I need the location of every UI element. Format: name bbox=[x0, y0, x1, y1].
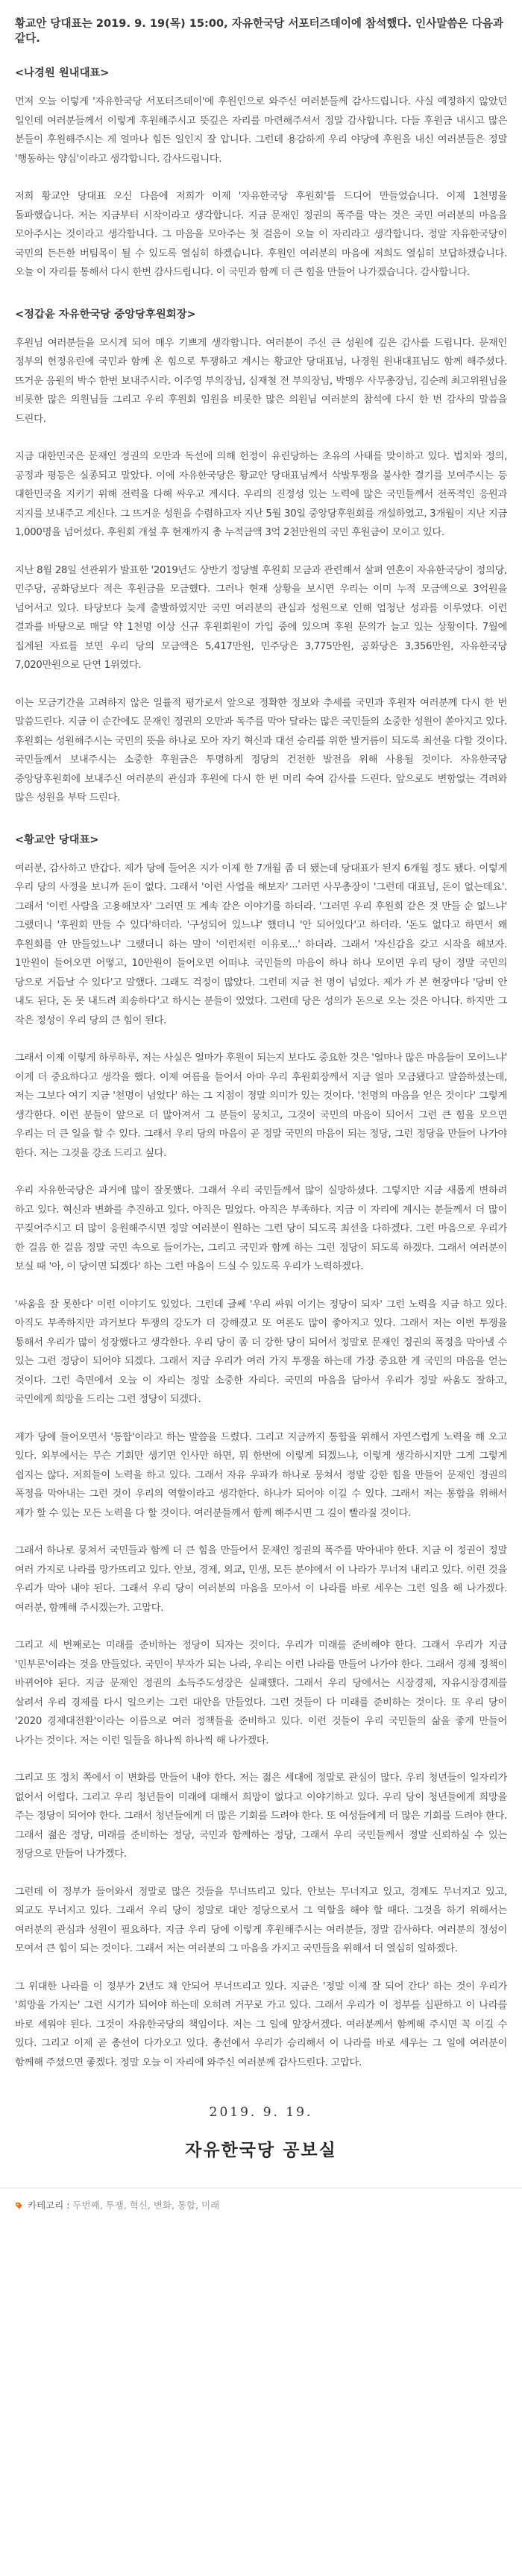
issuing-office: 자유한국당 공보실 bbox=[185, 2141, 337, 2160]
section-title: <황교안 당대표> bbox=[15, 833, 99, 846]
paragraph: 이는 모금기간을 고려하지 않은 일률적 평가로서 앞으로 정확한 정보와 추세를 국민과 후원자 여러분께 다시 한 번 말씀드린다. 지금 이 순간에도 문재인 정권의 오만과 독주를 막아 달라는 많은 국민들의 소중한 성원이 쏟아지고 있다. 후원회는 성원해주시는 국민의 뜻을 하나로 모아 자기 혁신과 대선 승리를 위한 발거름이 되도록 최선을 다할 것이다. 국민들께서 보내주시는 소중한 후원금은 투명하게 정당의 건전한 발전을 위해 사용될 것이다. 자유한국당 중앙당후원회에 보내주신 여러분의 관심과 후원에 다시 한 번 머리 숙여 감사를 드린다. 앞으로도 변함없는 격려와 많은 성원을 부탁 드린다. bbox=[15, 697, 507, 804]
paragraph: 후원님 여러분들을 모시게 되어 매우 기쁘게 생각합니다. 여러분이 주신 큰 성원에 깊은 감사를 드립니다. 문재인 정부의 헌정유린에 국민과 함께 온 힘으로 투쟁하고 계시는 황교안 당대표님, 나경원 원내대표님도 함께 해주셨다. 뜨거운 응원의 박수 한번 보내주시라. 이주영 부의장님, 심재철 전 부의장님, 박맹우 사무총장님, 김순례 최고위원님을 비롯한 많은 의원님들 그리고 우리 후원회 임원을 비롯한 많은 의원님 여러분의 참석에 다시 한 번 감사의 말씀을 드린다. bbox=[15, 337, 507, 425]
paragraph: 여러분, 감사하고 반갑다. 제가 당에 들어온 지가 이제 한 7개월 좀 더 됐는데 당대표가 된지 6개월 정도 됐다. 이렇게 우리 당의 사정을 보니까 돈이 없다. 그래서 '이런 사업을 해보자' 그러면 사무총장이 '그런데 대표님, 돈이 없는데요'. 그래서 '이런 사람을 고용해보자' 그러면 또 계속 같은 이야기를 하더라. '그러면 우리 후원회 같은 것 만들 순 없느냐' 그랬더니 '후원회 만들 수 있다'하더라. '구성되어 있느냐' 했더니 '안 되어있다'고 하더라. '돈도 없다고 하면서 왜 후원회를 안 만들었느냐' 그랬더니 하는 말이 '이런저런 이유로...' 하더라. 그래서 '자신감을 갖고 시작을 해보자. 1만원이 들어오면 어떻고, 10만원이 들어오면 어떠냐. 국민들의 마음이 하나 하나 모이면 우리 당이 정말 국민의 당으로 거듭날 수 있다'고 말했다. 그래도 걱정이 많았다. 그런데 지금 천 명이 넘었다. 제가 가 본 현장마다 '당비 안 내도 된다, 돈 못 내드려 죄송하다'고 하시는 분들이 있었다. 그런데 당은 성의가 돈으로 오는 것은 아니다. 하지만 그 작은 정성이 우리 당의 큰 힘이 된다. bbox=[15, 862, 507, 1026]
section-title: <나경원 원내대표> bbox=[15, 67, 110, 79]
paragraph: 우리 자유한국당은 과거에 많이 잘못했다. 그래서 우리 국민들께서 많이 실망하셨다. 그렇지만 지금 새롭게 변하려 하고 있다. 혁신과 변화를 추진하고 있다. 아직은 멀었다. 아직은 부족하다. 지금 이 자리에 계시는 분들께서 더 많이 꾸짖어주시고 더 많이 응원해주시면 정말 여러분이 원하는 그런 당이 되도록 최선을 다하겠다. 그런 마음으로 우리가 한 걸음 한 걸음 정말 국민 속으로 들어가는, 그리고 국민과 함께 하는 그런 정당이 되도록 하겠다. 그래서 여러분이 보실 때 '아, 이 당이면 되겠다' 하는 그런 마음이 드실 수 있도록 우리가 노력하겠다. bbox=[15, 1185, 507, 1272]
paragraph: 지난 8월 28일 선관위가 발표한 '2019년도 상반기 정당별 후원회 모금과 관련해서 살펴 연혼이 자유한국당이 정의당, 민주당, 공화당보다 적은 후원금을 모금했다. 그러나 현재 상황을 보시면 우리는 이미 누적 모금액으로 3억원을 넘어서고 있다. 타당보다 늦게 출발하였지만 국민 여러분의 관심과 성원으로 인해 엄청난 성과를 이루었다. 이런 결과를 바탕으로 매달 약 1천명 이상 신규 후원회원이 가입 중에 있으며 후원 문의가 늘고 있는 상황이다. 7월에 집계된 자료를 보면 우리 당의 모금액은 5,417만원, 민주당은 3,775만원, 공화당은 3,356만원, 자유한국당 7,020만원으로 단연 1위였다. bbox=[15, 564, 507, 671]
intro-line: 황교안 당대표는 2019. 9. 19(목) 15:00, 자유한국당 서포터즈데이에 참석했다. 인사말씀은 다음과 같다. bbox=[15, 17, 503, 45]
paragraph: 먼저 오늘 이렇게 '자유한국당 서포터즈데이'에 후원인으로 와주신 여러분들께 감사드립니다. 사실 예정하지 않았던 일인데 여러분들께서 이렇게 후원해주시고 뜻깊은 자리를 마련해주셔서 정말 감사합니다. 다들 후원금 내시고 많은 분들이 후원해주시는 게 얼마나 힘든 일인지 잘 압니다. 그런데 용감하게 우리 야당에 후원을 내신 여러분들은 정말 '행동하는 양심'이라고 생각합니다. 감사드립니다. bbox=[15, 96, 507, 165]
section-title: <정갑윤 자유한국당 중앙당후원회장> bbox=[15, 308, 196, 321]
section-na-kyungwon bbox=[15, 66, 507, 282]
paragraph: 그 위대한 나라를 이 정부가 2년도 채 안되어 무너뜨리고 있다. 지금은 '정말 이제 잘 되어 간다' 하는 것이 우리가 '희망을 가지는' 그런 시기가 되어야 하는데 오히려 거꾸로 가고 있다. 그래서 우리가 이 정부를 심판하고 이 나라를 바로 세워야 된다. 그것이 자유한국당의 책임이다. 저는 그 일에 앞장서겠다. 여러분께서 함께해 주시면 꼭 이길 수 있다. 그리고 이제 곧 총선이 다가오고 있다. 총선에서 우리가 승리해서 이 나라를 바로 세우는 그 일에 여러분이 함께해 주셨으면 좋겠다. 정말 오늘 이 자리에 와주신 여러분께 감사드린다. 고맙다. bbox=[15, 1980, 507, 2068]
paragraph: 그리고 세 번째로는 미래를 준비하는 정당이 되자는 것이다. 우리가 미래를 준비해야 한다. 그래서 우리가 지금 '민부론'이라는 것을 만들었다. 국민이 부자가 되는 나라, 우리는 이런 나라를 만들어 나가야 한다. 그래서 경제 정책이 바뀌어야 된다. 지금 문재인 정권의 소득주도성장은 실패했다. 그래서 우리 당에서는 시장경제, 자유시장경제를 살려서 우리 경제를 다시 일으키는 그런 대안을 만들었다. 그런 것들이 다 미래를 준비하는 것이다. 또 우리 당이 '2020 경제대전환'이라는 이름으로 여러 정책들을 준비하고 있다. 이런 것들이 우리 국민들의 삶을 좋게 만들어 나가는 것이다. 저는 이런 일들을 하나씩 하나씩 해 나가겠다. bbox=[15, 1640, 507, 1746]
category-list[interactable]: 두번째, 투쟁, 혁신, 변화, 통합, 미래 bbox=[72, 2200, 220, 2211]
paragraph: 지금 대한민국은 문재인 정권의 오만과 독선에 의해 헌정이 유린당하는 초유의 사태를 맞이하고 있다. 법치와 정의, 공정과 평등은 실종되고 말았다. 이에 자유한국당은 황교안 당대표님께서 삭발투쟁을 불사한 결기를 보여주시는 등 대한민국을 지키기 위해 전력을 다해 싸우고 계시다. 우리의 진정성 있는 노력에 많은 국민들께서 전폭적인 응원과 지지를 보내주고 계신다. 그 뜨거운 성원을 수렴하고자 지난 5월 30일 중앙당후원회를 개설하였고, 3개월이 지난 지금 1,000명을 넘어섰다. 후원회 개설 후 현재까지 총 누적금액 3억 2천만원의 국민 후원금이 모이고 있다. bbox=[15, 451, 507, 538]
paragraph: '싸움을 잘 못한다' 이런 이야기도 있었다. 그런데 글쎄 '우리 싸워 이기는 정당이 되자' 그런 노력을 지금 하고 있다. 아직도 부족하지만 과거보다 투쟁의 강도가 더 강해졌고 또 여론도 많이 좋아지고 있다. 그래서 저는 이번 투쟁을 통해서 우리가 많이 성장했다고 생각한다. 우리 당이 좀 더 강한 당이 되어서 정말로 문재인 정권의 폭정을 막아낼 수 있는 그런 정당이 되어야 되겠다. 그래서 지금 우리가 여러 가지 투쟁을 하는데 가장 중요한 게 국민의 마음을 얻는 것이다. 그런 측면에서 오늘 이 자리는 정말 소중한 자리다. 국민의 마음을 담아서 우리가 정말 싸움도 잘하고, 국민에게 희망을 드리는 그런 정당이 되겠다. bbox=[15, 1298, 507, 1405]
paragraph: 저희 황교안 당대표 오신 다음에 저희가 이제 '자유한국당 후원회'를 드디어 만들었습니다. 이제 1천명을 돌파했습니다. 저는 지금부터 시작이라고 생각합니다. 지금 문재인 정권의 폭주를 막는 것은 국민 여러분의 마음을 모아주시는 것이라고 생각합니다. 그 마음을 모아주는 첫 걸음이 오늘 이 자리라고 생각합니다. 정말 자유한국당이 국민의 든든한 버팀목이 될 수 있도록 열심히 하겠습니다. 후원인 여러분의 마음에 저희도 열심히 보답하겠습니다. 오늘 이 자리를 통해서 다시 한번 감사드립니다. 이 국민과 함께 더 큰 힘을 만들어 나가겠습니다. 감사합니다. bbox=[15, 191, 507, 278]
category-bar bbox=[15, 2188, 507, 2221]
section-jung-gapyoon bbox=[15, 307, 507, 808]
paragraph: 그런데 이 정부가 들어와서 정말로 많은 것들을 무너뜨리고 있다. 안보는 무너지고 있고, 경제도 무너지고 있고, 외교도 무너지고 있다. 그래서 우리 당이 정말로 대안 정당으로서 그 역할을 해야 할 때다. 그것을 하기 위해서는 여러분의 관심과 성원이 필요하다. 지금 우리 당에 이렇게 후원해주시는 여러분들, 정말 감사하다. 여러분의 정성이 모여서 큰 힘이 되는 것이다. 그래서 저는 여러분의 그 마음을 가지고 국민들을 위해서 더 열심히 일하겠다. bbox=[15, 1886, 507, 1954]
section-hwang-kyoahn bbox=[15, 833, 507, 2073]
paragraph: 제가 당에 들어오면서 '통합'이라고 하는 말씀을 드렸다. 그리고 지금까지 통합을 위해서 자연스럽게 노력을 해 오고 있다. 외부에서는 무슨 기회만 생기면 인사만 하면, 뭐 한번에 이렇게 되겠느냐, 이렇게 생각하시지만 그게 그렇게 쉽지는 않다. 저희들이 노력을 하고 있다. 그래서 자유 우파가 하나로 뭉쳐서 정말 강한 힘을 만들어 문재인 정권의 폭정을 막아내는 그런 것이 우리의 역할이라고 생각한다. 하나가 되어야 이길 수 있다. 그래서 저는 통합을 위해서 제가 할 수 있는 모든 노력을 다 할 것이다. 여러분들께서 함께 해주시면 그 길이 빨라질 것이다. bbox=[15, 1431, 507, 1519]
paragraph: 그리고 또 정치 쪽에서 이 변화를 만들어 내야 한다. 저는 젊은 세대에 정말로 관심이 많다. 우리 청년들이 일자리가 없어서 어렵다. 그리고 우리 청년들이 미래에 대해서 희망이 없다고 이야기하고 있다. 우리 당이 청년들에게 희망을 주는 정당이 되어야 한다. 그래서 청년들에게 더 많은 기회를 드려야 한다. 또 여성들에게 더 많은 기회를 드려야 한다. 그래서 젊은 정당, 미래를 준비하는 정당, 국민과 함께하는 정당, 그래서 우리 국민들께서 정말 신뢰하실 수 있는 정당으로 만들어 나가겠다. bbox=[15, 1772, 507, 1860]
paragraph: 그래서 하나로 뭉쳐서 국민들과 함께 더 큰 힘을 만들어서 문재인 정권의 폭주를 막아내야 한다. 지금 이 정권이 정말 여러 가지로 나라를 망가뜨리고 있다. 안보, 경제, 외교, 민생, 모든 분야에서 이 나라가 무너져 내리고 있다. 이런 것을 우리가 막아 내야 된다. 그래서 우리 당이 여러분의 마음을 모아서 이 나라를 바로 세우는 그런 일을 해 나가겠다. 여러분, 함께해 주시겠는가. 고맙다. bbox=[15, 1545, 507, 1614]
tag-icon bbox=[15, 2201, 23, 2209]
release-date: 2019. 9. 19. bbox=[209, 2105, 313, 2120]
paragraph: 그래서 이제 이렇게 하루하루, 저는 사실은 얼마가 후원이 되는지 보다도 중요한 것은 '얼마나 많은 마음들이 모이느냐' 이게 더 중요하다고 생각을 했다. 이제 여름을 들어서 아마 우리 후원회장께서 지금 얼마 모금됐다고 말씀하셨는데, 저는 그보다 여기 지금 '천명이 넘었다' 하는 그 지점이 정말 의미가 있는 것이다. '천명의 마음을 얻은 것이다' 그렇게 생각한다. 이런 분들이 앞으로 더 많아져서 그 분들이 뭉치고, 그것이 국민의 마음이 되어서 그런 큰 힘을 모으면 우리는 더 큰 일을 할 수 있다. 그래서 우리 당의 마음이 곧 정말 국민의 마음이 되는 정당, 그런 정당을 만들어 나가야 한다. 저는 그것을 강조 드리고 싶다. bbox=[15, 1052, 507, 1159]
category-label: 카테고리 : bbox=[28, 2200, 70, 2211]
